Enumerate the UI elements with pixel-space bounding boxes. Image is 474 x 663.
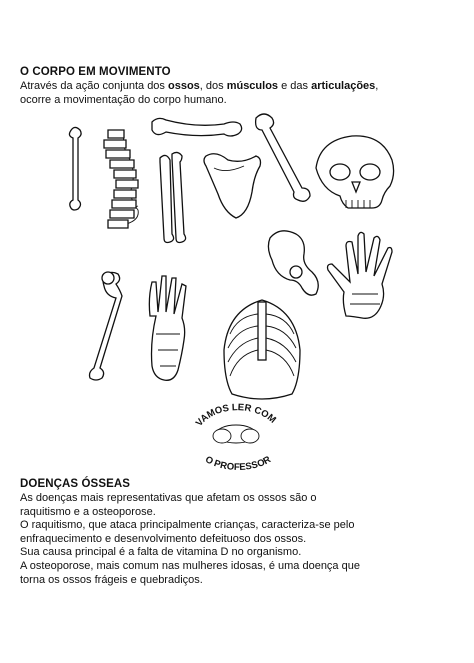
section-title-corpo: O CORPO EM MOVIMENTO	[20, 66, 171, 78]
doencas-line: As doenças mais representativas que afetam os ossos são o	[20, 492, 317, 504]
intro-text-2: , dos	[199, 80, 227, 92]
intro-bold-ossos: ossos	[167, 80, 200, 92]
logo-line-1: VAMOS LER COM	[193, 402, 278, 429]
intro-bold-articulacoes: articulações	[311, 80, 376, 92]
intro-line-2: ocorre a movimentação do corpo humano.	[20, 93, 227, 106]
intro-text-1: Através da ação conjunta dos	[20, 80, 168, 92]
intro-text-4: ,	[375, 80, 379, 92]
intro-text-3: e das	[278, 80, 312, 92]
doencas-line: O raquitismo, que ataca principalmente crianças, caracteriza-se pelo	[20, 519, 355, 532]
doencas-line: enfraquecimento e desenvolvimento defeituoso dos ossos.	[20, 532, 307, 545]
intro-bold-musculos: músculos	[226, 80, 279, 92]
section-title-doencas: DOENÇAS ÓSSEAS	[20, 478, 131, 490]
logo-line-2: O PROFESSOR	[203, 454, 273, 474]
doencas-line: raquitismo e a osteoporose.	[20, 505, 156, 518]
doencas-paragraph	[20, 492, 460, 587]
doencas-line: Sua causa principal é a falta de vitamina D no organismo.	[20, 546, 302, 559]
doencas-line: torna os ossos frágeis e quebradiços.	[20, 573, 203, 586]
doencas-line: A osteoporose, mais comum nas mulheres idosas, é uma doença que	[20, 559, 360, 572]
